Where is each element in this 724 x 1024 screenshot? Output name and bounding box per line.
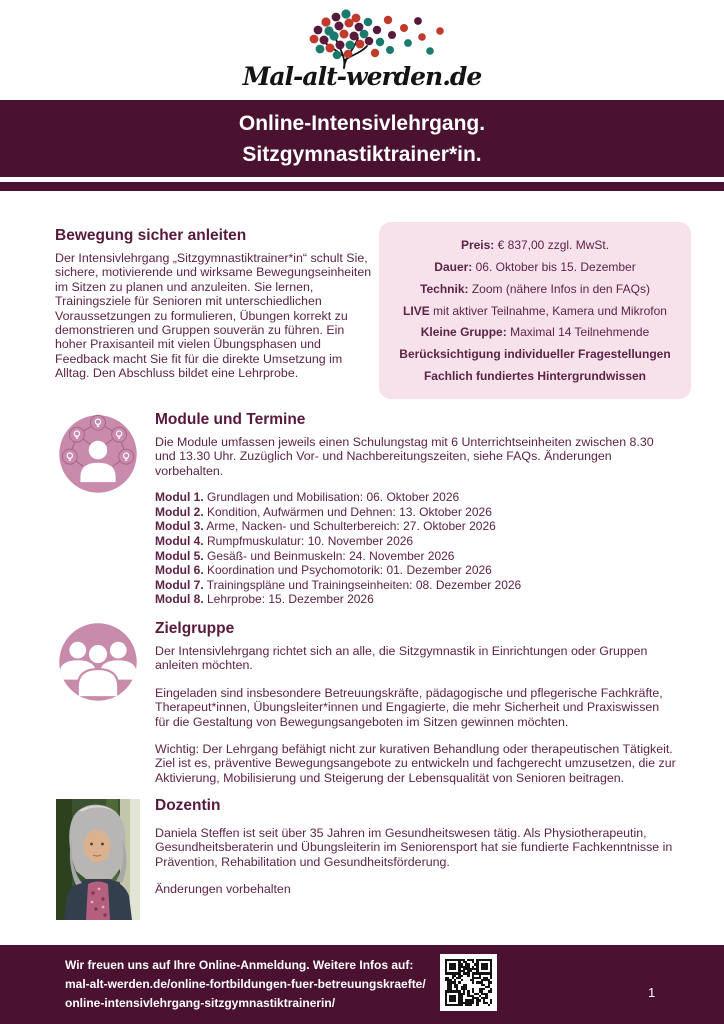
fact-individual-questions: Berücksichtigung individueller Fragestellungen (399, 347, 671, 362)
logo-tree-icon (222, 8, 502, 70)
target-group-people-icon (54, 618, 142, 706)
lecturer-heading: Dozentin (155, 797, 221, 814)
module-item-4: Modul 4. Rumpfmuskulatur: 10. November 2026 (155, 534, 414, 548)
module-list (155, 490, 673, 607)
module-item-6: Modul 6. Koordination und Psychomotorik: 01. Dezember 2026 (155, 563, 492, 578)
intro-body: Der Intensivlehrgang „Sitzgymnastiktrainer*in“ schult Sie, sichere, motivierende und wirksame Bewegungseinheiten im Sitzen zu planen und anzuleiten. Sie lernen, Trainingsziele für Senioren mit unterschiedlichen Voraussetzungen zu formulieren, Übungen korrekt zu demonstrieren und Gruppen souverän zu führen. Ein hoher Praxisanteil mit vielen Übungsphasen und Feedback macht Sie fit für die direkte Umsetzung im Alltag. Den Abschluss bildet eine Lehrprobe. (55, 251, 372, 381)
changes-note: Änderungen vorbehalten (155, 882, 291, 897)
qr-pattern (445, 959, 492, 1006)
qr-code (440, 954, 497, 1011)
target-group-paragraph-2: Eingeladen sind insbesondere Betreuungskräfte, pädagogische und pflegerische Fachkräfte, Therapeut*innen, Übungsleiter*innen und Engagierte, die mehr Sicherheit und Praxiswissen für die Gestaltung von Bewegungsangeboten im Sitzen gewinnen möchten. (155, 685, 663, 729)
footer-url-line-2: online-intensivlehrgang-sitzgymnastiktrainerin/ (65, 996, 336, 1010)
fact-duration: Dauer: 06. Oktober bis 15. Dezember (434, 259, 636, 274)
facts-box (379, 222, 691, 399)
lecturer-photo (56, 799, 140, 920)
target-group-section (155, 620, 677, 798)
divider-stripe (0, 182, 724, 191)
title-banner (0, 100, 724, 177)
module-item-1: Modul 1. Grundlagen und Mobilisation: 06. Oktober 2026 (155, 490, 460, 505)
module-item-8: Modul 8. Lehrprobe: 15. Dezember 2026 (155, 592, 374, 607)
module-item-7: Modul 7. Trainingspläne und Trainingseinheiten: 08. Dezember 2026 (155, 577, 522, 592)
module-item-3: Modul 3. Arme, Nacken- und Schulterbereich: 27. Oktober 2026 (155, 519, 496, 534)
target-group-heading: Zielgruppe (155, 620, 235, 637)
module-item-2: Modul 2. Kondition, Aufwärmen und Dehnen: 13. Oktober 2026 (155, 504, 492, 519)
fact-technology: Technik: Zoom (nähere Infos in den FAQs) (420, 281, 650, 296)
fact-background-knowledge: Fachlich fundiertes Hintergrundwissen (423, 369, 647, 384)
modules-section (155, 411, 673, 607)
modules-lightbulb-network-icon (54, 410, 142, 498)
modules-heading: Module und Termine (155, 411, 306, 428)
title-line-2: Sitzgymnastiktrainer*in. (242, 142, 482, 166)
logo (0, 8, 724, 91)
footer-line-1: Wir freuen uns auf Ihre Online-Anmeldung. Weitere Infos auf: (65, 958, 414, 972)
footer-text (65, 956, 426, 1013)
fact-group-size: Kleine Gruppe: Maximal 14 Teilnehmende (420, 325, 650, 340)
target-group-paragraph-1: Der Intensivlehrgang richtet sich an alle, die Sitzgymnastik in Einrichtungen oder Gruppen anleiten möchten. (155, 644, 648, 673)
title-line-1: Online-Intensivlehrgang. (238, 111, 486, 135)
intro-heading: Bewegung sicher anleiten (55, 227, 247, 244)
fact-price: Preis: € 837,00 zzgl. MwSt. (460, 237, 610, 252)
lecturer-bio: Daniela Steffen ist seit über 35 Jahren im Gesundheitswesen tätig. Als Physiotherapeutin, Gesundheitsberaterin und Übungsleiterin im Seniorensport hat sie fundierte Fachkenntnisse in Prävention, Rehabilitation und Gesundheitsförderung. (155, 826, 673, 869)
module-item-5: Modul 5. Gesäß- und Beinmuskeln: 24. November 2026 (155, 548, 455, 563)
footer-url-line-1: mal-alt-werden.de/online-fortbildungen-fuer-betreuungskraefte/ (65, 977, 426, 991)
lecturer-section (155, 797, 677, 897)
footer (0, 945, 724, 1024)
fact-live: LIVE mit aktiver Teilnahme, Kamera und Mikrofon (403, 303, 667, 318)
intro-section (55, 227, 377, 381)
page-number: 1 (648, 985, 656, 1000)
target-group-paragraph-3: Wichtig: Der Lehrgang befähigt nicht zur kurativen Behandlung oder therapeutischen Tätigkeit. Ziel ist es, präventive Bewegungsangebote zu entwickeln und fachgerecht umzusetzen, die zur Aktivierung, Mobilisierung und Steigerung der Lebensqualität von Senioren beitragen. (155, 742, 676, 785)
logo-text: Mal-alt-werden.de (242, 62, 482, 91)
modules-intro: Die Module umfassen jeweils einen Schulungstag mit 6 Unterrichtseinheiten zwischen 8.30 und 13.30 Uhr. Zuzüglich Vor- und Nachbereitungszeiten, siehe FAQs. Änderungen vorbehalten. (155, 435, 654, 478)
logo-dots (310, 9, 444, 59)
